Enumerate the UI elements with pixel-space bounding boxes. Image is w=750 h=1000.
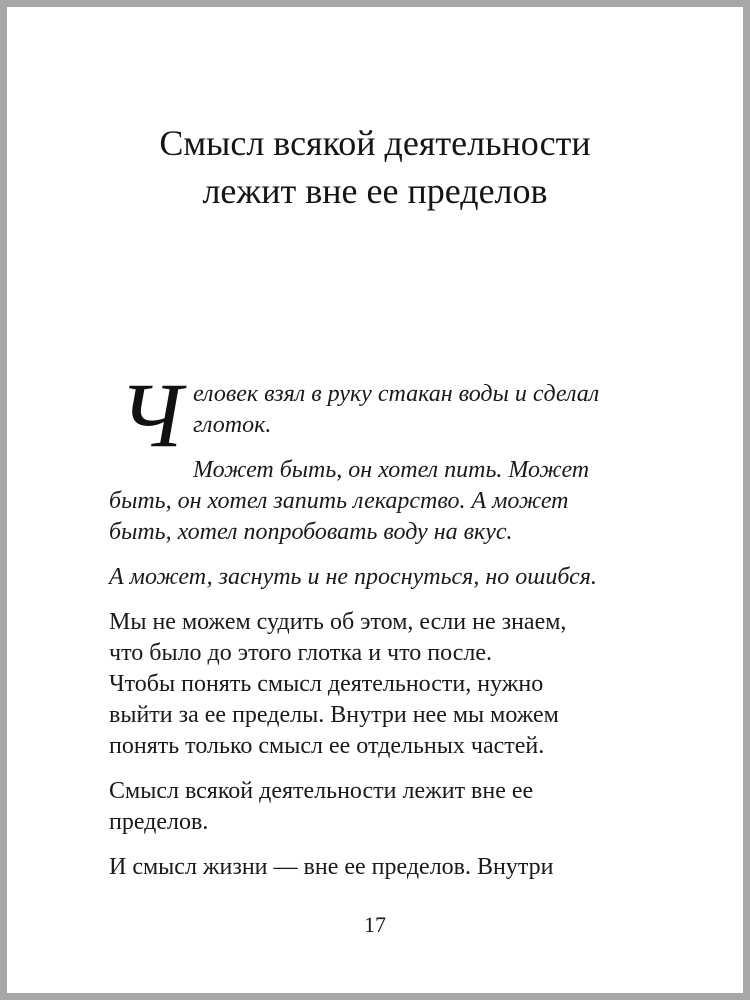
paragraph-4-line-5: понять только смысл ее отдельных частей. — [109, 733, 545, 759]
paragraph-1 — [109, 364, 649, 466]
paragraph-5-line-2: пределов. — [109, 809, 209, 835]
paragraph-4-line-1: Мы не можем судить об этом, если не знаем, — [109, 609, 567, 635]
paragraph-1-line-2: глоток. — [193, 412, 272, 438]
paragraph-6-line-1: И смысл жизни — вне ее пределов. Внутри — [109, 854, 554, 880]
paragraph-2-line-3: быть, хотел попробовать воду на вкус. — [109, 519, 513, 545]
paragraph-3-line-1: А может, заснуть и не проснуться, но ошибся. — [109, 564, 597, 590]
page-number: 17 — [364, 912, 386, 937]
body-text — [109, 364, 649, 897]
paragraph-4-line-4: выйти за ее пределы. Внутри нее мы можем — [109, 702, 559, 728]
paragraph-3 — [109, 562, 649, 593]
paragraph-4-line-2: что было до этого глотка и что после. — [109, 640, 493, 666]
chapter-title-line-2: лежит вне ее пределов — [202, 171, 548, 211]
paragraph-4-line-3: Чтобы понять смысл деятельности, нужно — [109, 671, 544, 697]
paragraph-5-line-1: Смысл всякой деятельности лежит вне ее — [109, 778, 534, 804]
paragraph-2-line-2: быть, он хотел запить лекарство. А может — [109, 488, 569, 514]
paragraph-4 — [109, 607, 649, 762]
paragraph-1-line-1: еловек взял в руку стакан воды и сделал — [193, 381, 600, 407]
book-page — [7, 7, 743, 993]
paragraph-2 — [109, 455, 649, 548]
paragraph-5 — [109, 776, 649, 838]
drop-cap: Ч — [119, 364, 183, 466]
paragraph-2-line-1: Может быть, он хотел пить. Может — [193, 457, 590, 483]
paragraph-6 — [109, 852, 649, 883]
chapter-title — [7, 119, 743, 215]
chapter-title-line-1: Смысл всякой деятельности — [159, 123, 591, 163]
